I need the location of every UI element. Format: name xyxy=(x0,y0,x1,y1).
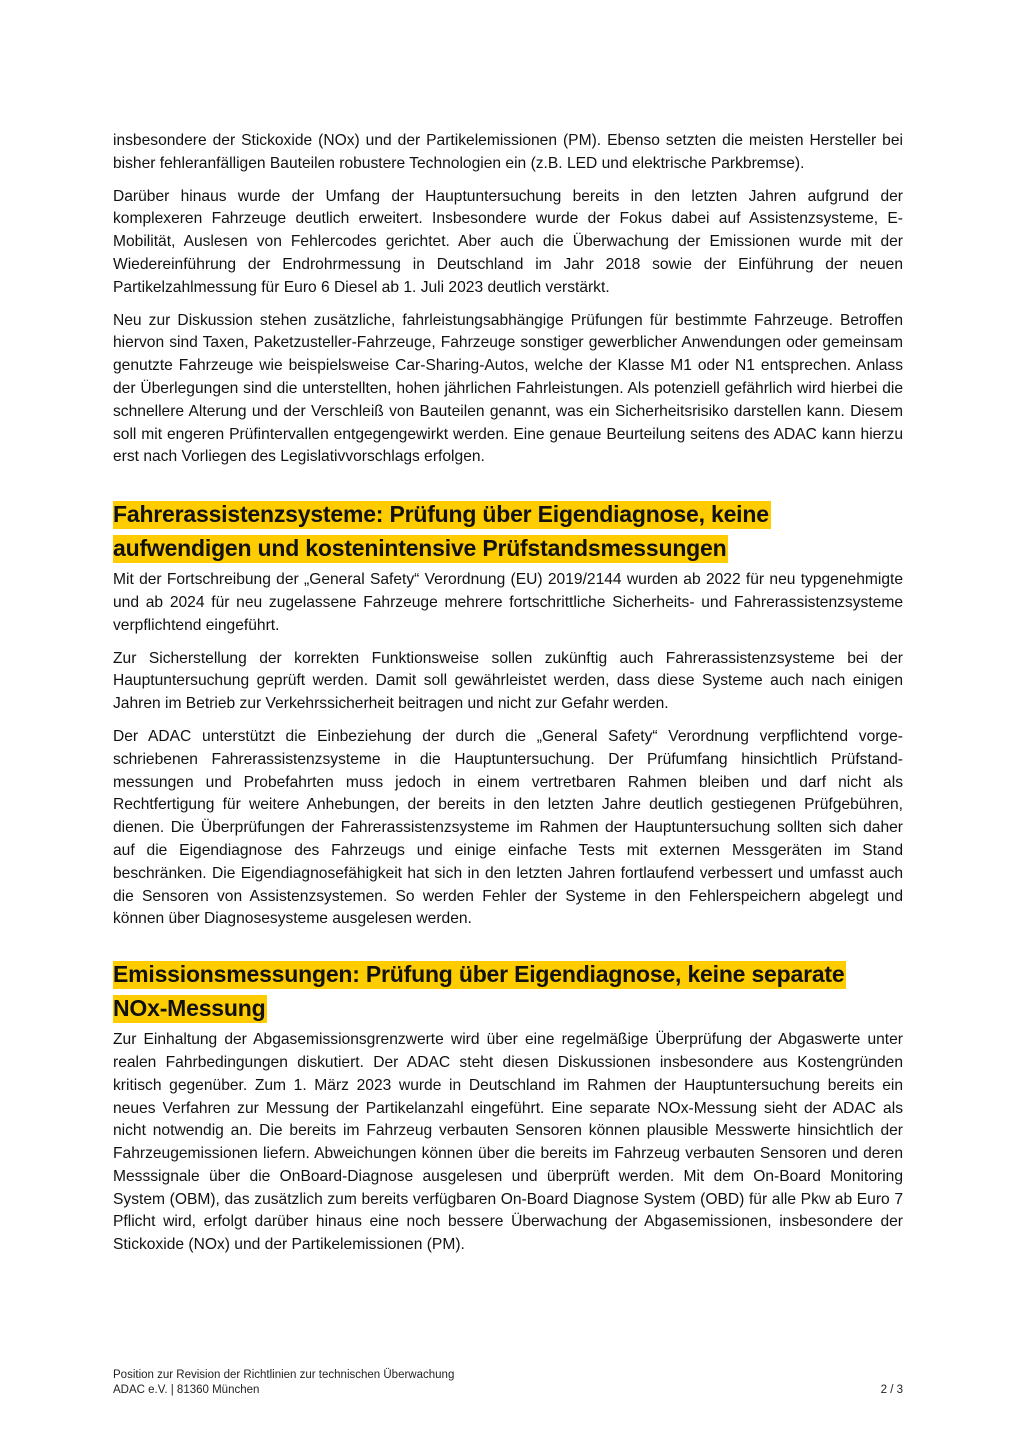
page-footer xyxy=(113,1368,903,1398)
paragraph: Zur Einhaltung der Abgasemissionsgrenzwerte wird über eine regelmäßige Überprüfung der Abgaswerte unter realen Fahrbedingungen diskutiert. Der ADAC steht diesen Diskussionen insbesondere aus Kostengründen kritisch gegenüber. Zum 1. März 2023 wurde in Deutschland im Rahmen der Hauptuntersuchung bereits ein neues Verfahren zur Messung der Partikelanzahl eingeführt. Eine separate NOx-Messung sieht der ADAC als nicht notwendig an. Die bereits im Fahrzeug verbauten Sensoren können plausible Messwerte hinsichtlich der Fahrzeugemissionen liefern. Abweichungen können über die bereits im Fahrzeug verbauten Sensoren und deren Messsignale über die OnBoard-Diagnose ausgelesen und überprüft werden. Mit dem On-Board Monitoring System (OBM), das zusätzlich zum bereits verfügbaren On-Board Diagnose System (OBD) für alle Pkw ab Euro 7 Pflicht wird, erfolgt darüber hinaus eine noch bessere Überwachung der Abgasemissionen, insbesondere der Stickoxide (NOx) und der Partikelemissionen (PM). xyxy=(113,1031,903,1254)
paragraph: Neu zur Diskussion stehen zusätzliche, fahrleistungsabhängige Prüfungen für bestimmte Fahrzeuge. Betroffen hiervon sind Taxen, Paketzusteller-Fahrzeuge, Fahrzeuge sonstiger gewerblicher Anwendungen oder gemeinsam genutzte Fahrzeuge wie beispielsweise Car-Sharing-Autos, welche der Klasse M1 oder N1 entsprechen. Anlass der Überlegungen sind die unterstellten, hohen jährlichen Fahrleistungen. Als potenziell gefährlich wird hierbei die schnellere Alterung und der Verschleiß von Bauteilen genannt, was ein Sicherheitsrisiko darstellen kann. Diesem soll mit engeren Prüfintervallen entgegengewirkt werden. Eine genaue Beurteilung seitens des ADAC kann hierzu erst nach Vorliegen des Legislativvorschlags erfolgen. xyxy=(113,311,903,466)
footer-document-title: Position zur Revision der Richtlinien zur technischen Überwachung xyxy=(113,1369,455,1381)
section-heading-emissions xyxy=(113,957,903,1025)
section-heading-text: Fahrerassistenzsysteme: Prüfung über Eigendiagnose, keine aufwendigen und kostenintensive Prüfstandsmessungen xyxy=(113,501,769,562)
section-heading-driver-assistance xyxy=(113,497,903,565)
paragraph: Der ADAC unterstützt die Einbeziehung der durch die „General Safety“ Verordnung verpflichtend vorgeschriebenen Fahrerassistenzsysteme in die Hauptuntersuchung. Der Prüfumfang hinsichtlich Prüfstandmessungen und Probefahrten muss jedoch in einem vertretbaren Rahmen bleiben und darf nicht als Rechtfertigung für weitere Anhebungen, der bereits in den letzten Jahre deutlich gestiegenen Prüfgebühren, dienen. Die Überprüfungen der Fahrerassistenzsysteme im Rahmen der Hauptuntersuchung sollten sich daher auf die Eigendiagnose des Fahrzeugs und einige einfache Tests mit externen Messgeräten im Stand beschränken. Die Eigendiagnosefähigkeit hat sich in den letzten Jahren fortlaufend verbessert und umfasst auch die Sensoren von Assistenzsystemen. So werden Fehler der Systeme in den Fehlerspeichern abgelegt und können über Diagnosesysteme ausgelesen werden. xyxy=(113,727,903,928)
page-number: 2 / 3 xyxy=(880,1384,903,1396)
paragraph: Mit der Fortschreibung der „General Safety“ Verordnung (EU) 2019/2144 wurden ab 2022 für neu typgenehmigte und ab 2024 für neu zugelassene Fahrzeuge mehrere fortschrittliche Sicherheits- und Fahrerassistenzsysteme verpflichtend eingeführt. xyxy=(113,571,903,634)
section-heading-text: Emissionsmessungen: Prüfung über Eigendiagnose, keine separate NOx-Messung xyxy=(113,961,845,1022)
document-body xyxy=(113,130,903,1267)
footer-address: ADAC e.V. | 81360 München xyxy=(113,1384,260,1396)
paragraph: Darüber hinaus wurde der Umfang der Hauptuntersuchung bereits in den letzten Jahren aufgrund der komplexeren Fahrzeuge deutlich erweitert. Insbesondere wurde der Fokus dabei auf Assistenzsysteme, E-Mobilität, Auslesen von Fehlercodes gerichtet. Aber auch die Überwachung der Emissionen wurde mit der Wiedereinführung der Endrohrmessung in Deutschland im Jahr 2018 sowie der Einführung der neuen Partikelzahlmessung für Euro 6 Diesel ab 1. Juli 2023 deutlich verstärkt. xyxy=(113,187,903,296)
paragraph: Zur Sicherstellung der korrekten Funktionsweise sollen zukünftig auch Fahrerassistenzsysteme bei der Hauptuntersuchung geprüft werden. Damit soll gewährleistet werden, dass diese Systeme auch nach einigen Jahren im Betrieb zur Verkehrssicherheit beitragen und nicht zur Gefahr werden. xyxy=(113,649,903,713)
paragraph: insbesondere der Stickoxide (NOx) und der Partikelemissionen (PM). Ebenso setzten die meisten Hersteller bei bisher fehleranfälligen Bauteilen robustere Technologien ein (z.B. LED und elektrische Parkbremse). xyxy=(113,132,903,172)
